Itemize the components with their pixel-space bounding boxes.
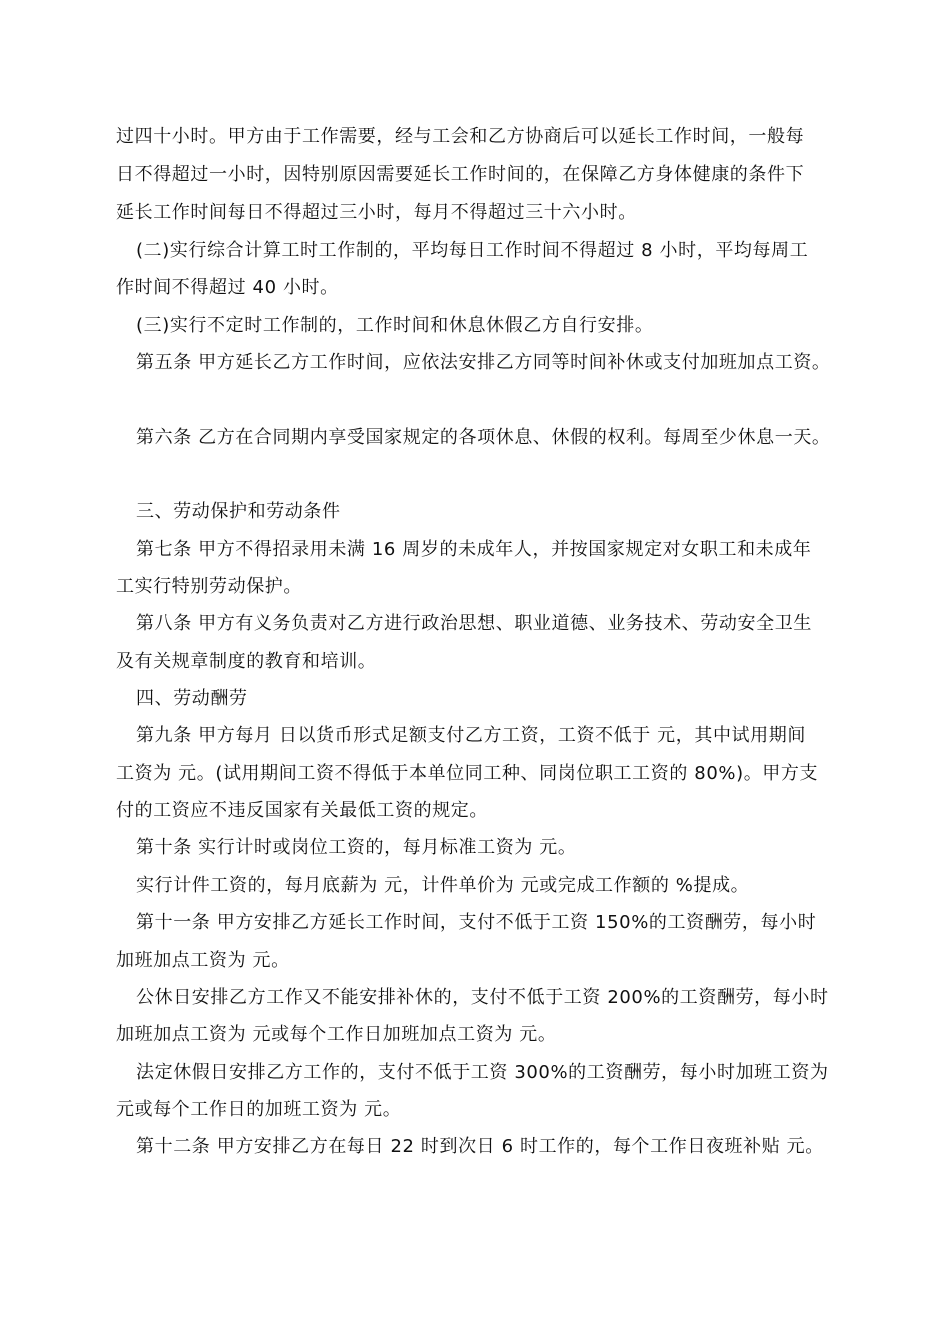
article-6: 第六条 乙方在合同期内享受国家规定的各项休息、休假的权利。每周至少休息一天。 bbox=[136, 427, 831, 448]
article-12: 第十二条 甲方安排乙方在每日 22 时到次日 6 时工作的，每个工作日夜班补贴 元。 bbox=[136, 1136, 824, 1157]
text-line: 工资为 元。(试用期间工资不得低于本单位同工种、同岗位职工工资的 80%)。甲方支 bbox=[116, 763, 819, 784]
article-7: 第七条 甲方不得招录用未满 16 周岁的未成年人，并按国家规定对女职工和未成年 bbox=[136, 539, 812, 560]
text-line: 元或每个工作日的加班工资为 元。 bbox=[116, 1099, 402, 1120]
article-5: 第五条 甲方延长乙方工作时间，应依法安排乙方同等时间补休或支付加班加点工资。 bbox=[136, 352, 831, 373]
text-line: 过四十小时。甲方由于工作需要，经与工会和乙方协商后可以延长工作时间，一般每 bbox=[116, 126, 805, 147]
article-9: 第九条 甲方每月 日以货币形式足额支付乙方工资，工资不低于 元，其中试用期间 bbox=[136, 725, 806, 746]
text-line: 付的工资应不违反国家有关最低工资的规定。 bbox=[116, 800, 488, 821]
text-line: 法定休假日安排乙方工作的，支付不低于工资 300%的工资酬劳，每小时加班工资为 bbox=[136, 1062, 829, 1083]
text-line: 实行计件工资的，每月底薪为 元，计件单价为 元或完成工作额的 %提成。 bbox=[136, 875, 750, 896]
section-heading: 三、劳动保护和劳动条件 bbox=[136, 501, 341, 522]
text-line: (二)实行综合计算工时工作制的，平均每日工作时间不得超过 8 小时，平均每周工 bbox=[136, 240, 809, 261]
article-11: 第十一条 甲方安排乙方延长工作时间，支付不低于工资 150%的工资酬劳，每小时 bbox=[136, 912, 817, 933]
text-line: (三)实行不定时工作制的，工作时间和休息休假乙方自行安排。 bbox=[136, 315, 654, 336]
article-10: 第十条 实行计时或岗位工资的，每月标准工资为 元。 bbox=[136, 837, 577, 858]
article-8: 第八条 甲方有义务负责对乙方进行政治思想、职业道德、业务技术、劳动安全卫生 bbox=[136, 613, 812, 634]
text-line: 工实行特别劳动保护。 bbox=[116, 576, 302, 597]
text-line: 加班加点工资为 元或每个工作日加班加点工资为 元。 bbox=[116, 1024, 557, 1045]
text-line: 作时间不得超过 40 小时。 bbox=[116, 277, 339, 298]
text-line: 延长工作时间每日不得超过三小时，每月不得超过三十六小时。 bbox=[116, 202, 637, 223]
text-line: 公休日安排乙方工作又不能安排补休的，支付不低于工资 200%的工资酬劳，每小时 bbox=[136, 987, 829, 1008]
section-heading: 四、劳动酬劳 bbox=[136, 688, 248, 709]
text-line: 日不得超过一小时，因特别原因需要延长工作时间的，在保障乙方身体健康的条件下 bbox=[116, 164, 805, 185]
text-line: 加班加点工资为 元。 bbox=[116, 950, 290, 971]
text-line: 及有关规章制度的教育和培训。 bbox=[116, 651, 377, 672]
